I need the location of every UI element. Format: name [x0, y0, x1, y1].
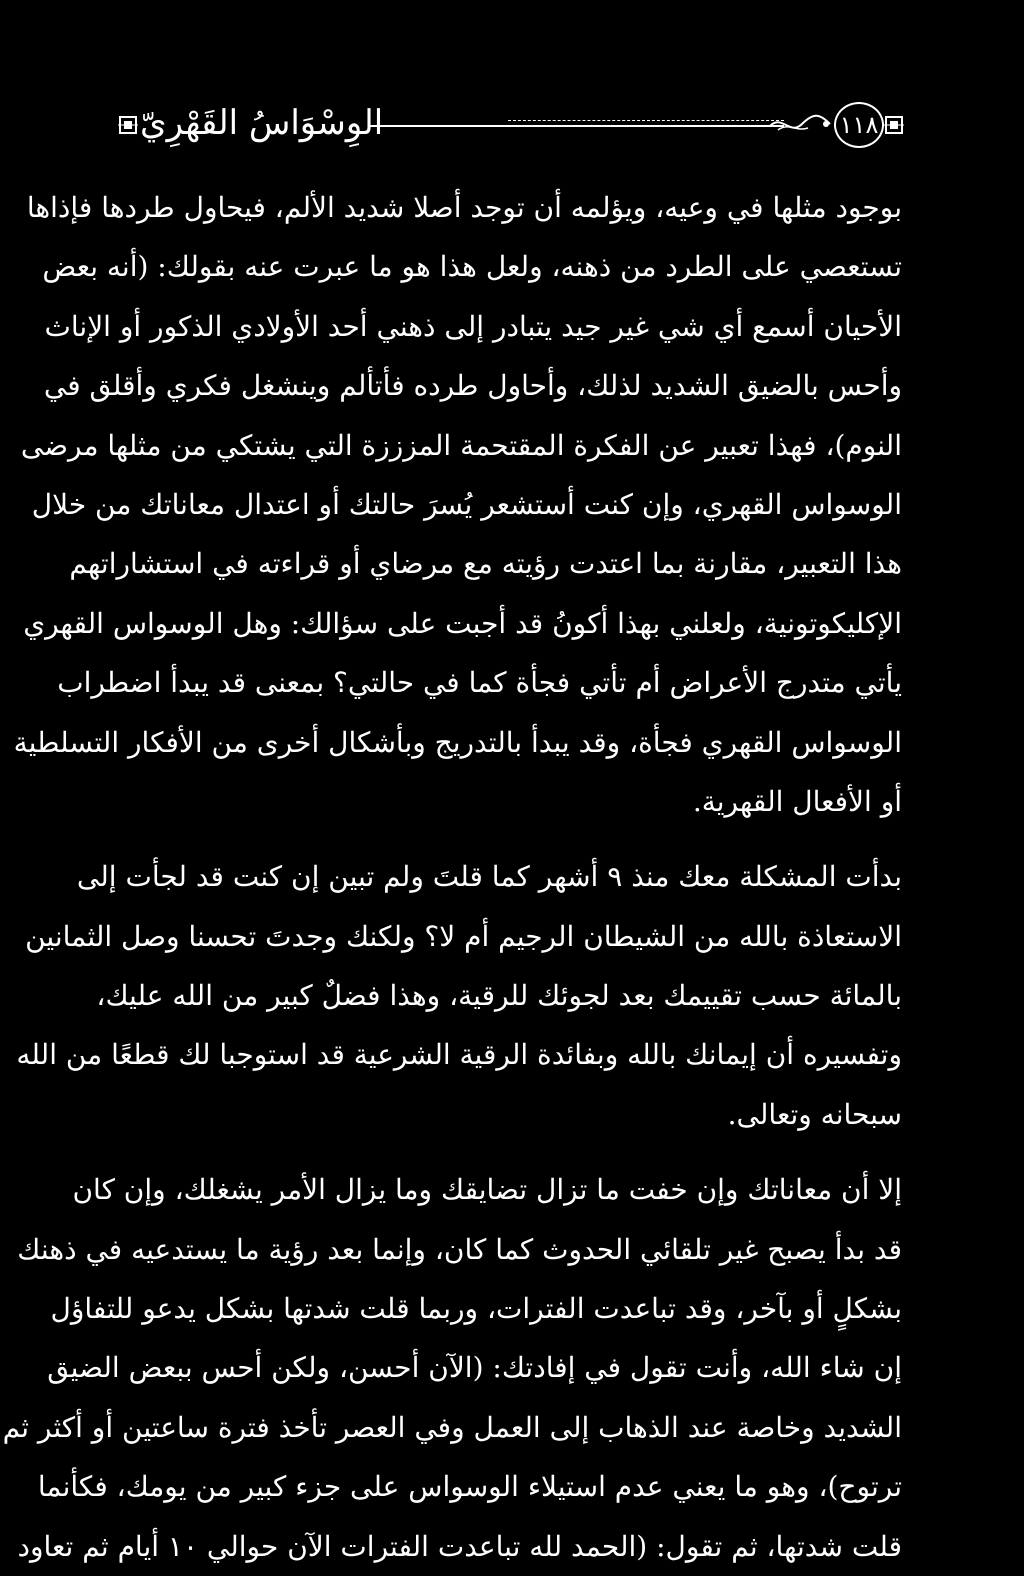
paragraph	[2, 1160, 902, 1576]
paragraph	[13, 178, 902, 831]
page-number: ١١٨	[839, 111, 879, 139]
text-line: إن شاء الله، وأنت تقول في إفادتك: (الآن أحسن، ولكن أحس ببعض الضيق	[47, 1351, 902, 1385]
text-line: يأتي متدرج الأعراض أم تأتي فجأة كما في حالتي؟ بمعنى قد يبدأ اضطراب	[57, 666, 902, 700]
text-line: قلت شدتها، ثم تقول: (الحمد لله تباعدت الفترات الآن حوالي ١٠ أيام ثم تعاود	[17, 1529, 902, 1563]
header-swirl-icon	[768, 110, 832, 138]
paragraph	[16, 847, 902, 1144]
text-line: بوجود مثلها في وعيه، ويؤلمه أن توجد أصلا شديد الألم، فيحاول طردها فإذاها	[26, 191, 902, 224]
page-header	[118, 92, 904, 158]
text-line: الوسواس القهري، وإن كنت أستشعر يُسرَ حالتك أو اعتدال معاناتك من خلال	[31, 487, 902, 521]
text-line: النوم)، فهذا تعبير عن الفكرة المقتحمة المزززة التي يشتكي من مثلها مرضى	[20, 428, 902, 462]
text-line: الاستعاذة بالله من الشيطان الرجيم أم لا؟ ولكنك وجدتَ تحسنا وصل الثمانين	[25, 919, 902, 953]
text-line: إلا أن معاناتك وإن خفت ما تزال تضايقك وما يزال الأمر يشغلك، وإن كان	[72, 1173, 902, 1207]
text-line: الوسواس القهري فجأة، وقد يبدأ بالتدريج وبأشكال أخرى من الأفكار التسلطية	[13, 725, 902, 759]
book-title: الوِسْوَاسُ القَهْرِيّ	[140, 103, 384, 143]
body-text	[2, 178, 902, 1576]
text-line: الإكليكوتونية، ولعلني بهذا أكونُ قد أجبت على سؤالك: وهل الوسواس القهري	[23, 606, 902, 640]
header-ornament-icon	[118, 115, 138, 135]
text-line: قد بدأ يصبح غير تلقائي الحدوث كما كان، وإنما بعد رؤية ما يستدعيه في ذهنك	[17, 1232, 902, 1266]
text-line: وتفسيره أن إيمانك بالله وبفائدة الرقية الشرعية قد استوجبا لك قطعًا من الله	[16, 1038, 902, 1072]
text-line: الأحيان أسمع أي شي غير جيد يتبادر إلى ذهني أحد الأولادي الذكور أو الإناث	[44, 309, 902, 343]
header-rule	[370, 125, 784, 127]
text-line: سبحانه وتعالى.	[727, 1097, 902, 1131]
text-line: بالمائة حسب تقييمك بعد لجوئك للرقية، وهذا فضلٌ كبير من الله عليك،	[96, 979, 902, 1013]
text-line: أو الأفعال القهرية.	[692, 784, 902, 818]
text-line: تستعصي على الطرد من ذهنه، ولعل هذا هو ما عبرت عنه بقولك: (أنه بعض	[42, 250, 902, 284]
text-line: الشديد وخاصة عند الذهاب إلى العمل وفي العصر تأخذ فترة ساعتين أو أكثر ثم	[2, 1410, 902, 1444]
header-dashed-rule	[508, 120, 784, 121]
text-line: هذا التعبير، مقارنة بما اعتدت رؤيته مع مرضاي أو قراءته في استشاراتهم	[69, 547, 902, 581]
text-line: بدأت المشكلة معك منذ ٩ أشهر كما قلتَ ولم تبين إن كنت قد لجأت إلى	[76, 860, 902, 894]
page-number-badge	[834, 102, 884, 148]
text-line: بشكلٍ أو بآخر، وقد تباعدت الفترات، وربما قلت شدتها بشكل يدعو للتفاؤل	[50, 1292, 902, 1326]
header-ornament-icon	[884, 115, 904, 135]
text-line: وأحس بالضيق الشديد لذلك، وأحاول طرده فأتألم وينشغل فكري وأقلق في	[43, 369, 902, 403]
text-line: ترتوح)، وهو ما يعني عدم استيلاء الوسواس على جزء كبير من يومك، فكأنما	[37, 1470, 902, 1504]
